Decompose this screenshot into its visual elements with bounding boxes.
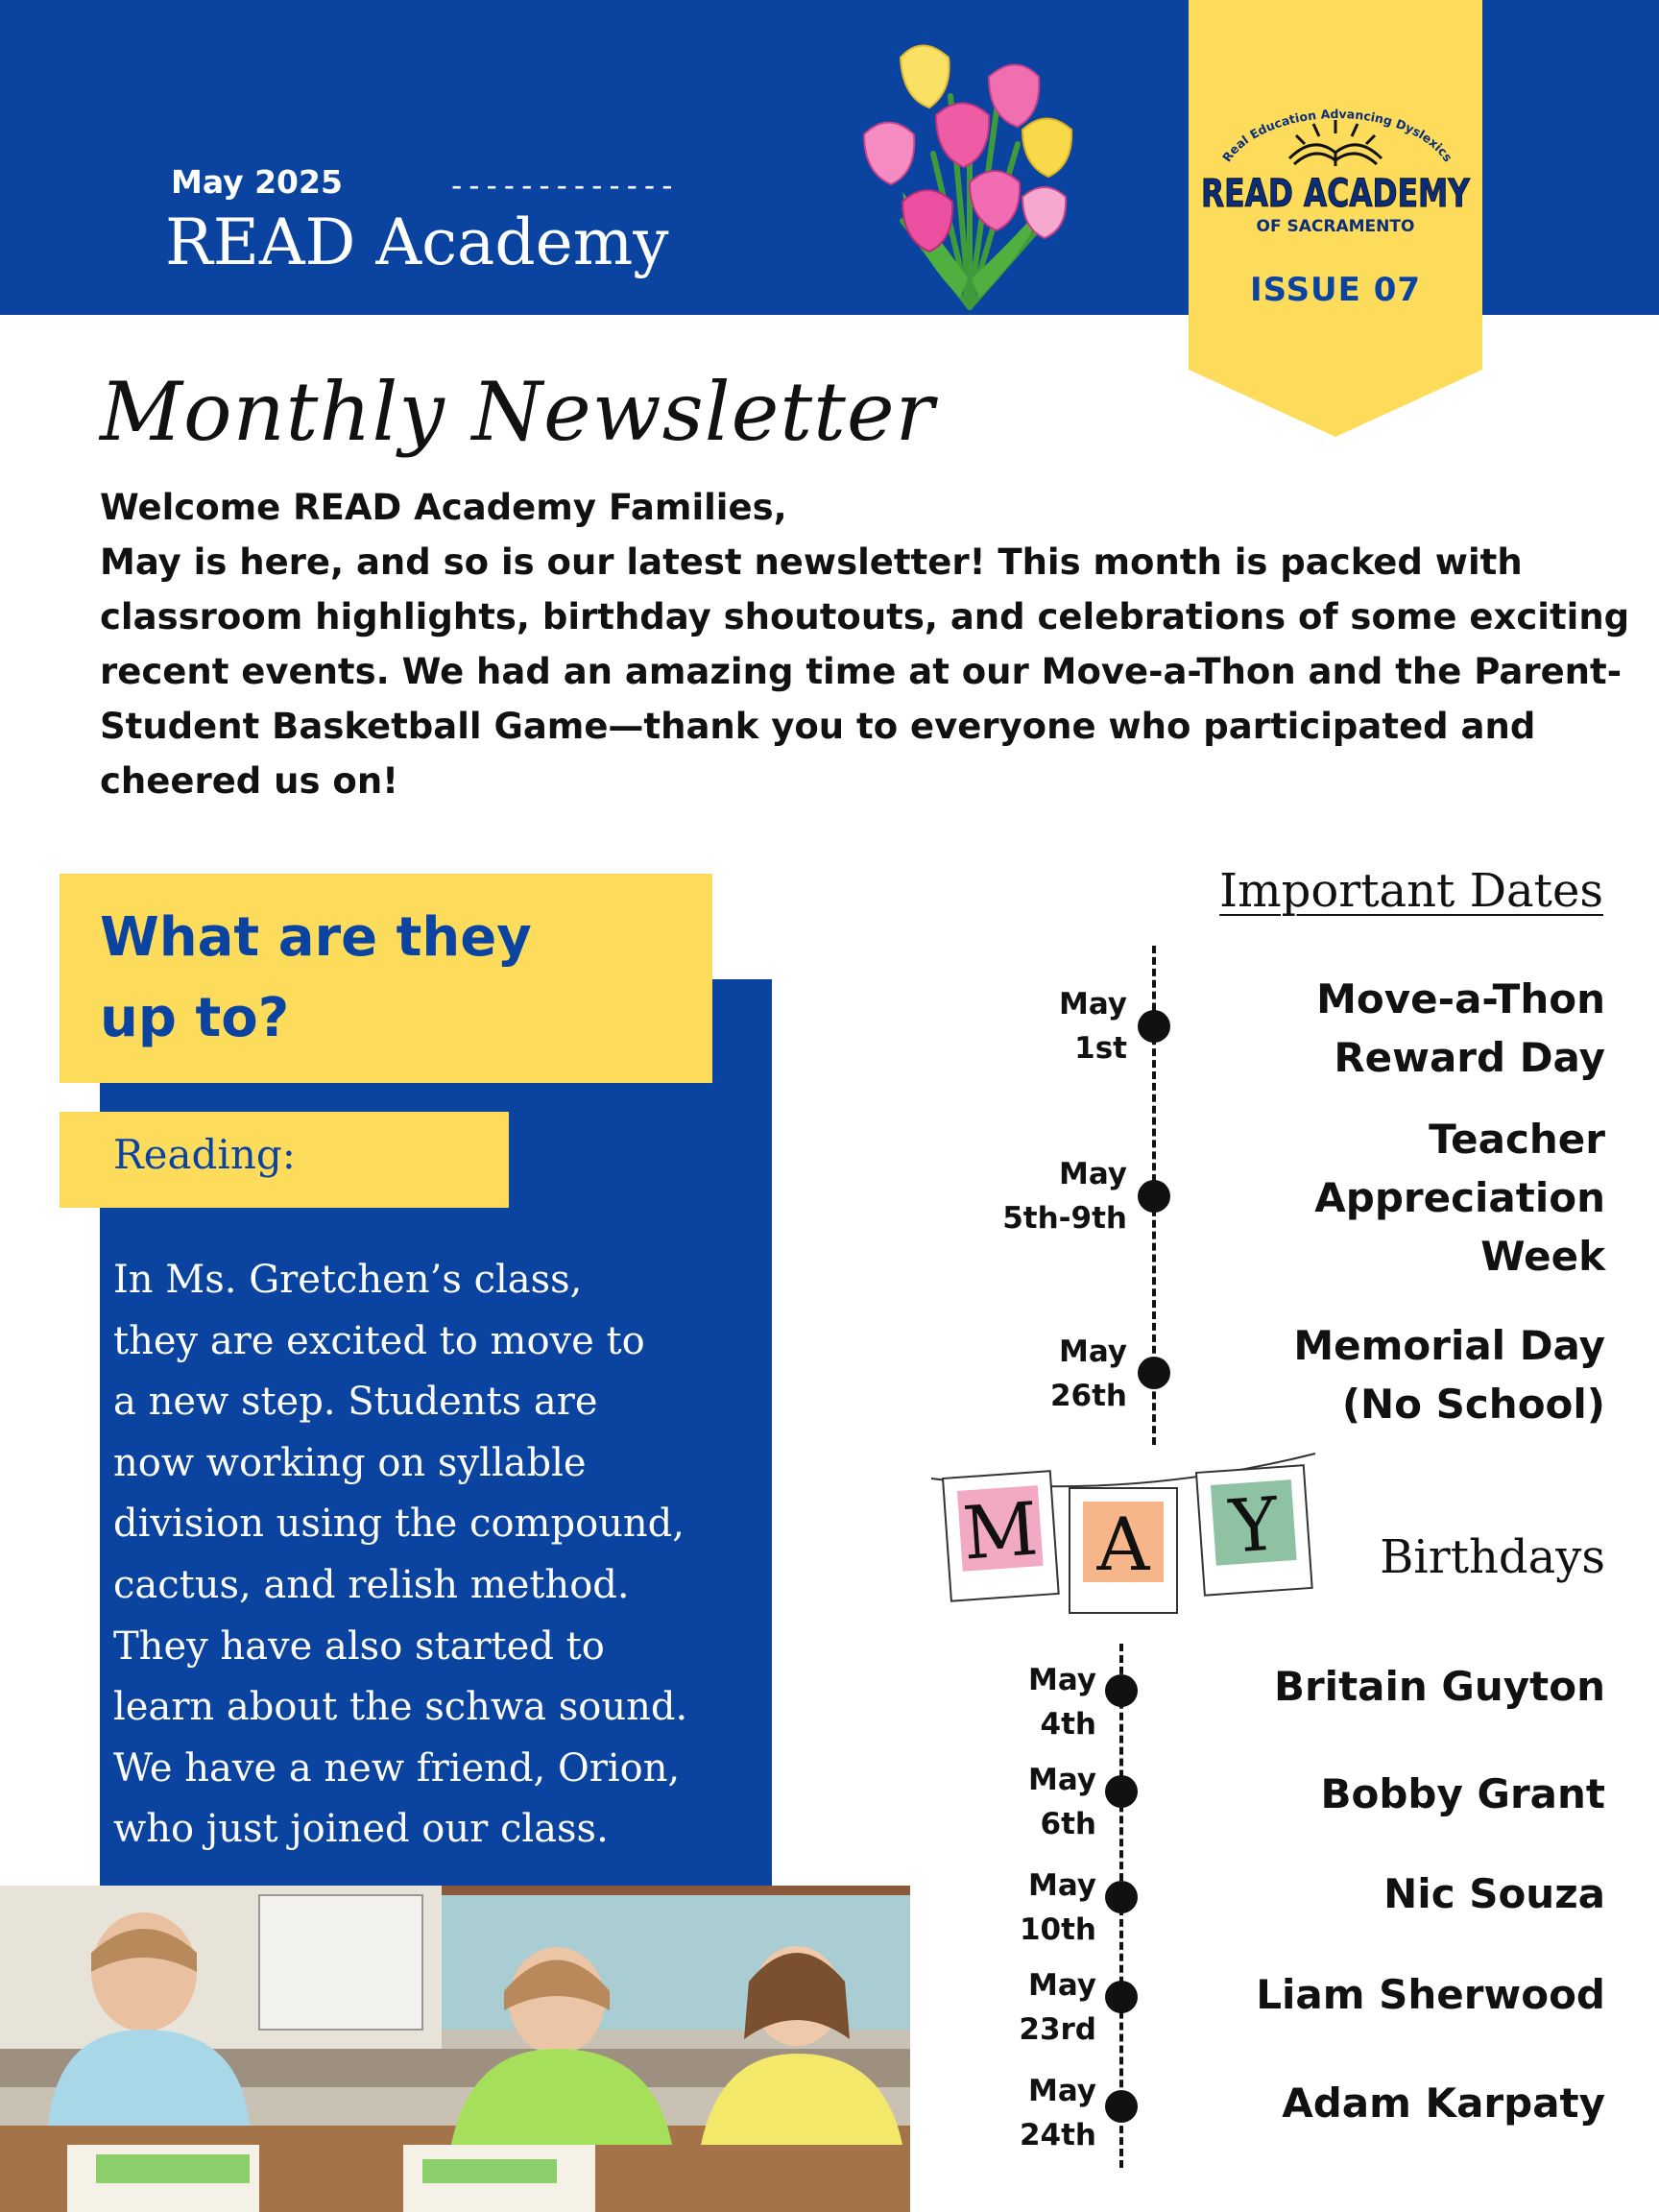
body-line: learn about the schwa sound. <box>113 1685 688 1730</box>
header-school-name: READ Academy <box>165 205 669 279</box>
event-name <box>1200 1110 1605 1286</box>
header-divider-dashes: ------------- <box>447 167 676 204</box>
section-subhead: Reading: <box>113 1131 296 1178</box>
tulip-bouquet-icon <box>845 38 1094 317</box>
event-name-line: Memorial Day <box>1293 1322 1605 1369</box>
birthday-date-day: 24th <box>1019 2118 1096 2152</box>
header-month: May 2025 <box>171 163 343 201</box>
svg-text:Y: Y <box>1226 1480 1282 1570</box>
event-name-line: Appreciation <box>1314 1174 1605 1221</box>
birthday-name: Bobby Grant <box>1320 1770 1605 1817</box>
body-line: We have a new friend, Orion, <box>113 1745 681 1791</box>
body-line: a new step. Students are <box>113 1380 598 1425</box>
birthday-date-month: May <box>1027 1868 1096 1903</box>
timeline-dot <box>1138 1357 1170 1389</box>
birthday-date <box>960 1758 1096 1846</box>
timeline-dot <box>1105 1775 1138 1808</box>
section-body <box>113 1250 766 1861</box>
timeline-dot <box>1105 2090 1138 2123</box>
svg-text:M: M <box>960 1485 1041 1576</box>
body-line: they are excited to move to <box>113 1318 645 1363</box>
body-line: who just joined our class. <box>113 1807 609 1852</box>
birthday-date-day: 4th <box>1040 1707 1096 1742</box>
birthdays-heading: Birthdays <box>1380 1530 1605 1584</box>
intro-greeting: Welcome READ Academy Families, <box>100 487 787 528</box>
event-date <box>950 982 1127 1070</box>
issue-number: ISSUE 07 <box>1249 271 1422 309</box>
read-academy-logo <box>1189 91 1482 245</box>
event-name-line: Teacher <box>1429 1116 1605 1163</box>
banner-flag-a <box>1070 1488 1177 1613</box>
timeline-dot <box>1105 1981 1138 2013</box>
newsletter-title: Monthly Newsletter <box>100 365 935 459</box>
svg-text:READ ACADEMY: READ ACADEMY <box>1201 172 1471 216</box>
event-date <box>950 1330 1127 1418</box>
birthday-date-day: 10th <box>1019 1912 1096 1947</box>
intro-text <box>100 480 1636 808</box>
event-name <box>1200 970 1605 1087</box>
section-title <box>100 898 695 1059</box>
birthday-name: Nic Souza <box>1383 1870 1605 1917</box>
svg-text:OF SACRAMENTO: OF SACRAMENTO <box>1256 217 1415 236</box>
event-name <box>1200 1316 1605 1433</box>
birthday-date-month: May <box>1027 1763 1096 1797</box>
timeline-dot <box>1138 1180 1170 1213</box>
birthday-date-month: May <box>1027 1968 1096 2003</box>
banner-flag-m <box>943 1471 1059 1601</box>
classroom-photo-icon <box>0 1886 910 2212</box>
event-date-month: May <box>1058 987 1127 1022</box>
birthday-date <box>960 1863 1096 1952</box>
timeline-dot <box>1138 1010 1170 1043</box>
event-name-line: Reward Day <box>1334 1034 1605 1081</box>
birthday-date-day: 6th <box>1040 1807 1096 1841</box>
birthday-date-month: May <box>1027 1663 1096 1697</box>
birthday-name: Britain Guyton <box>1273 1663 1605 1710</box>
event-date-day: 26th <box>1049 1379 1127 1413</box>
section-title-line: up to? <box>100 987 290 1049</box>
birthday-date <box>960 1658 1096 1746</box>
important-dates-heading: Important Dates <box>1219 864 1603 918</box>
event-date <box>950 1152 1127 1240</box>
event-name-line: Week <box>1480 1233 1605 1280</box>
birthday-date-month: May <box>1027 2074 1096 2108</box>
event-date-day: 1st <box>1074 1031 1127 1066</box>
event-date-month: May <box>1058 1157 1127 1191</box>
body-line: They have also started to <box>113 1623 605 1669</box>
body-line: In Ms. Gretchen’s class, <box>113 1258 583 1302</box>
svg-text:Real Education Advancing Dysle: Real Education Advancing Dyslexics <box>1219 106 1456 165</box>
banner-flag-y <box>1196 1465 1312 1596</box>
birthday-date <box>960 2069 1096 2157</box>
timeline-dot <box>1105 1881 1138 1913</box>
event-name-line: Move-a-Thon <box>1316 975 1605 1022</box>
intro-body: May is here, and so is our latest newsletter! This month is packed with classroom highlights, birthday shoutouts, and celebrations of some exciting recent events. We had an amazing time at our Move-a-Thon and the Parent-Student Basketball Game—thank you to everyone who participated and cheered us on! <box>100 541 1630 802</box>
event-name-line: (No School) <box>1341 1381 1605 1428</box>
body-line: cactus, and relish method. <box>113 1562 630 1607</box>
birthday-date-day: 23rd <box>1019 2012 1096 2047</box>
section-title-line: What are they <box>100 906 532 969</box>
may-banner <box>929 1450 1317 1623</box>
body-line: now working on syllable <box>113 1440 587 1485</box>
event-date-month: May <box>1058 1334 1127 1369</box>
birthday-name: Adam Karpaty <box>1282 2080 1605 2127</box>
svg-text:A: A <box>1096 1502 1150 1587</box>
birthday-date <box>960 1963 1096 2052</box>
timeline-dot <box>1105 1674 1138 1707</box>
body-line: division using the compound, <box>113 1502 685 1547</box>
event-date-day: 5th-9th <box>1002 1201 1127 1236</box>
birthday-name: Liam Sherwood <box>1256 1971 1605 2018</box>
